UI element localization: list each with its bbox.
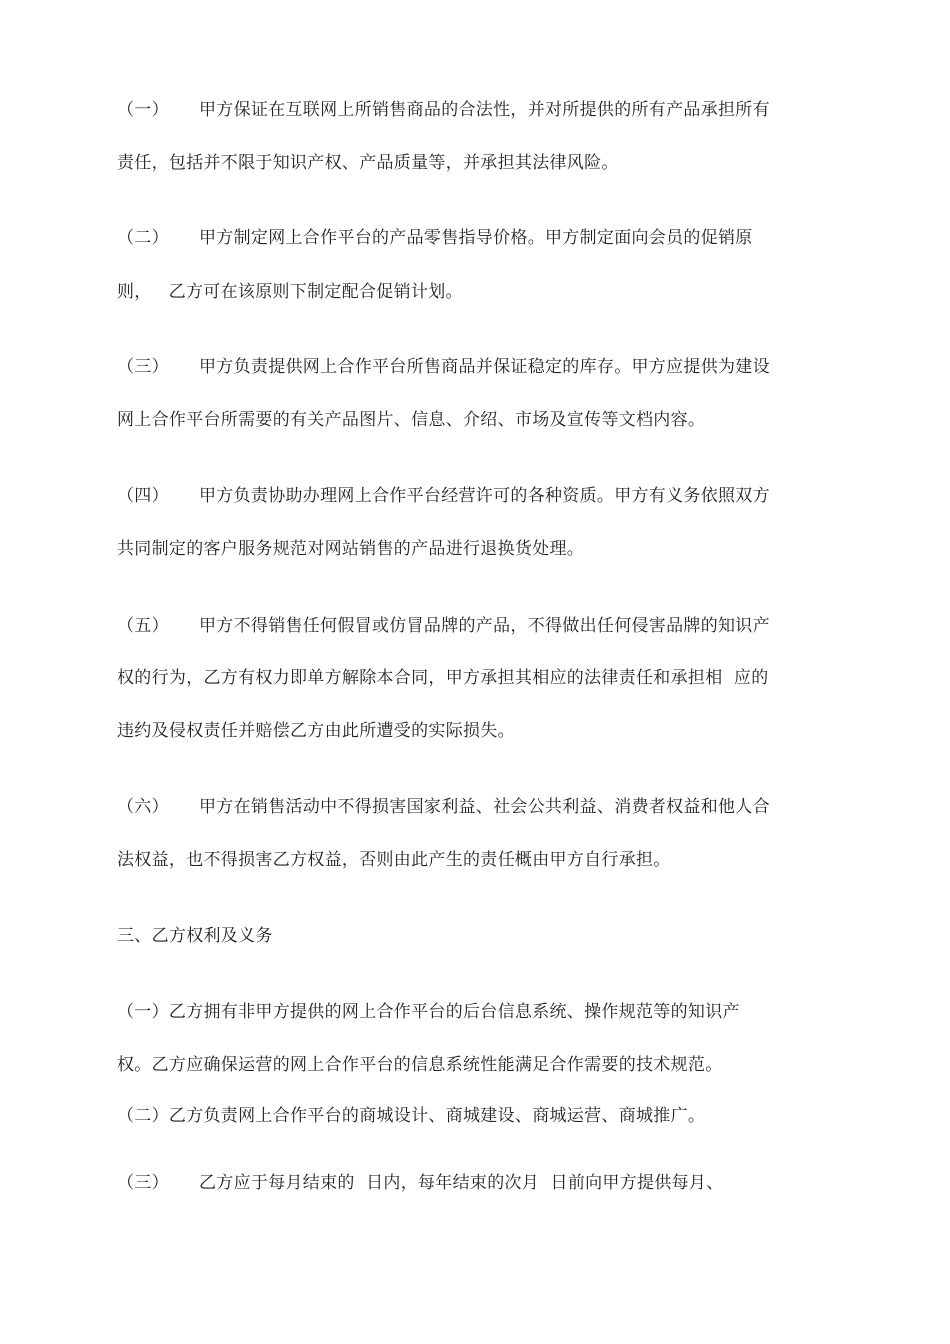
party-b-clause-2-number: （二） (117, 1106, 169, 1126)
clause-4-text: 甲方负责协助办理网上合作平台经营许可的各种资质。甲方有义务依照双方 (199, 486, 770, 506)
section-heading: 三、乙方权利及义务 (117, 926, 273, 946)
clause-1-line-2: 责任，包括并不限于知识产权、产品质量等，并承担其法律风险。 (117, 153, 619, 173)
clause-2-line-1 (117, 226, 753, 250)
clause-6-text: 甲方在销售活动中不得损害国家利益、社会公共利益、消费者权益和他人合 (199, 797, 770, 817)
clause-4-line-1 (117, 484, 770, 508)
clause-5-line-2: 权的行为，乙方有权力即单方解除本合同，甲方承担其相应的法律责任和承担相 应的 (117, 668, 769, 688)
party-b-clause-3-line-1 (117, 1171, 724, 1195)
clause-3-text: 甲方负责提供网上合作平台所售商品并保证稳定的库存。甲方应提供为建设 (199, 357, 770, 377)
clause-4-number: （四） (117, 486, 169, 506)
clause-1-text: 甲方保证在互联网上所销售商品的合法性，并对所提供的所有产品承担所有 (199, 100, 770, 120)
clause-5-line-3: 违约及侵权责任并赔偿乙方由此所遭受的实际损失。 (117, 721, 515, 741)
party-b-clause-1-line-1 (117, 1000, 740, 1024)
party-b-clause-3-number: （三） (117, 1173, 169, 1193)
clause-5-number: （五） (117, 616, 169, 636)
clause-3-number: （三） (117, 357, 169, 377)
clause-6-number: （六） (117, 797, 169, 817)
clause-4-line-2: 共同制定的客户服务规范对网站销售的产品进行退换货处理。 (117, 539, 585, 559)
party-b-clause-2-text: 乙方负责网上合作平台的商城设计、商城建设、商城运营、商城推广。 (168, 1106, 706, 1126)
clause-3-line-2: 网上合作平台所需要的有关产品图片、信息、介绍、市场及宣传等文档内容。 (117, 410, 706, 430)
clause-1-line-1 (117, 98, 770, 122)
clause-2-line-2: 则， 乙方可在该原则下制定配合促销计划。 (117, 282, 463, 302)
party-b-clause-1-text: 乙方拥有非甲方提供的网上合作平台的后台信息系统、操作规范等的知识产 (168, 1002, 740, 1022)
party-b-clause-1-line-2: 权。乙方应确保运营的网上合作平台的信息系统性能满足合作需要的技术规范。 (117, 1055, 723, 1075)
clause-3-line-1 (117, 355, 770, 379)
clause-6-line-2: 法权益，也不得损害乙方权益，否则由此产生的责任概由甲方自行承担。 (117, 850, 671, 870)
clause-2-text: 甲方制定网上合作平台的产品零售指导价格。甲方制定面向会员的促销原 (199, 228, 753, 248)
clause-5-line-1 (117, 614, 770, 638)
party-b-clause-1-number: （一） (117, 1002, 169, 1022)
party-b-clause-2-line-1 (117, 1104, 705, 1128)
clause-1-number: （一） (117, 100, 169, 120)
clause-6-line-1 (117, 795, 770, 819)
party-b-clause-3-text: 乙方应于每月结束的 日内，每年结束的次月 日前向甲方提供每月、 (199, 1173, 724, 1193)
clause-5-text: 甲方不得销售任何假冒或仿冒品牌的产品，不得做出任何侵害品牌的知识产 (199, 616, 770, 636)
clause-2-number: （二） (117, 228, 169, 248)
